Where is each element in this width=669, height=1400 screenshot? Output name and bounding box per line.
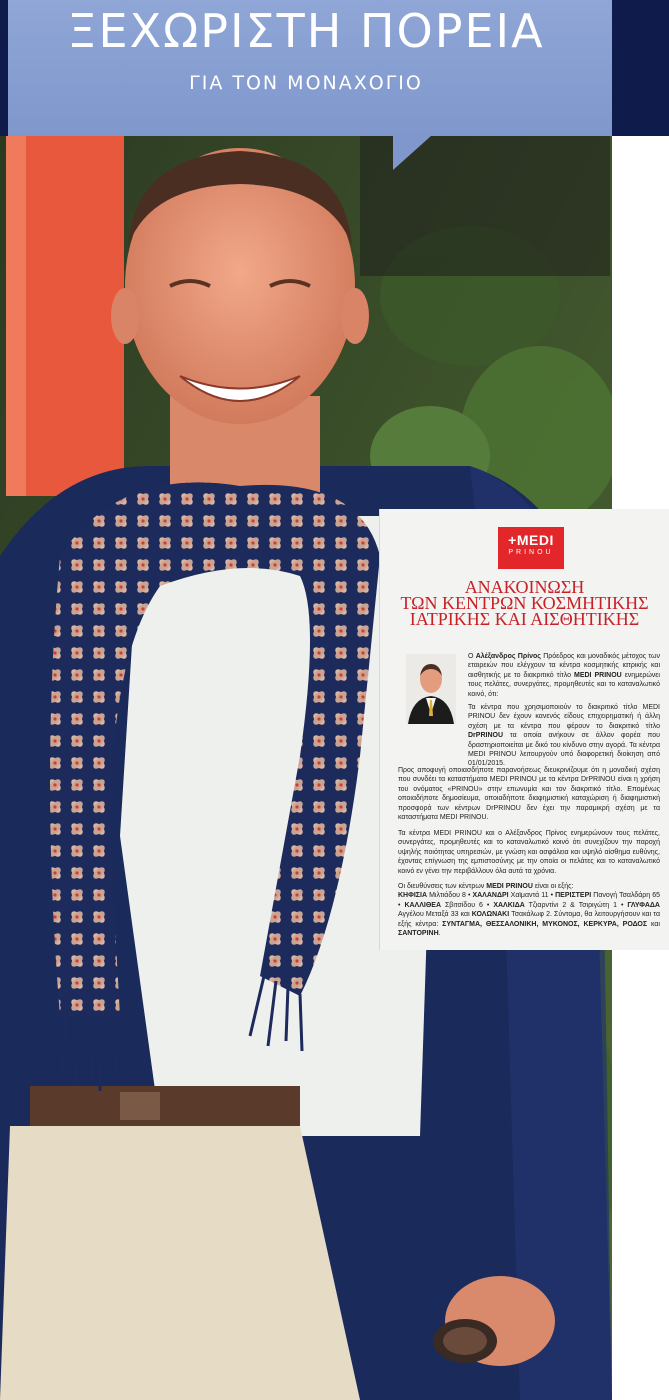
- paragraph-commitment: Τα κέντρα MEDI PRINOU και ο Αλέξανδρος Πρίνος ενημερώνουν τους πελάτες, συνεργάτες, προμηθευτές και το καταναλωτικό κοινό ότι συνεχίζουν την παροχή υψηλής ποιότητας υπηρεσιών, με γνώση και ασφάλεια και υψηλό αίσθημα ευθύνης, έχοντας επίγνωση της εμπιστοσύνης με την οποία οι πελάτες και το καταναλωτικό κοινό εν γένει την περιβάλλουν όλα αυτά τα χρόνια.: [398, 830, 660, 875]
- paragraph-clarification: Προς αποφυγή οποιασδήποτε παρανοήσεως διευκρινίζουμε ότι η μοναδική σχέση που συνδέει τα καταστήματα MEDI PRINOU με τα κέντρα DrPRINOU είναι η χρήση του ονόματος «PRINOU» στην επωνυμία και τον διακριτικό τίτλο. Επομένως οποιαδήποτε δημοσίευμα, οποιαδήποτε διαφημιστική καταχώριση ή διαφημιστική προσφορά των κέντρων DrPRINOU δεν έχει την παραμικρή σχέση με τα καταστήματα MEDI PRINOU.: [398, 767, 660, 822]
- announcement-title: [380, 579, 669, 627]
- title-line: ΙΑΤΡΙΚΗΣ ΚΑΙ ΑΙΣΘΗΤΙΚΗΣ: [409, 609, 640, 629]
- paragraph-intro: Ο Αλέξανδρος Πρίνος Πρόεδρος και μοναδικός μέτοχος των εταιρειών που ελέγχουν τα κέντρα κοσμητικής ιατρικής και αισθητικής με το διακριτικό τίτλο MEDI PRINOU ενημερώνει τους πελάτες, συνεργάτες, προμηθευτές και το καταναλωτικό κοινό, ότι:: [468, 653, 661, 698]
- logo-bottom: PRINOU: [508, 549, 554, 556]
- announcement-box: [380, 509, 669, 950]
- title-line: ΑΝΑΚΟΙΝΩΣΗ: [464, 577, 585, 597]
- banner-pointer: [393, 136, 431, 170]
- navy-corner-strip: [612, 0, 669, 136]
- paragraph-distinction: Τα κέντρα που χρησιμοποιούν το διακριτικό τίτλο MEDI PRINOU δεν έχουν κανενός είδους επιχειρηματική ή άλλη σχέση με τα κέντρα που φέρουν το διακριτικό τίτλο DrPRINOU τα οποία ανήκουν σε άλλον φορέα που δραστηριοποιείται με δικό του κίνδυνο στην αγορά. Τα κέντρα MEDI PRINOU λειτουργούν υπό διαφορετική διοίκηση από 01/01/2015.: [468, 704, 660, 768]
- logo-top: +MEDI: [508, 532, 554, 548]
- page-subtitle: ΓΙΑ ΤΟΝ ΜΟΝΑΧΟΓΙΟ: [189, 72, 423, 94]
- page-title: ΞΕΧΩΡΙΣΤΗ ΠΟΡΕΙΑ: [67, 4, 545, 58]
- avatar: [406, 654, 456, 724]
- paragraph-addresses: Οι διευθύνσεις των κέντρων MEDI PRINOU είναι οι εξής: ΚΗΦΙΣΙΑ Μιλτιάδου 8 • ΧΑΛΑΝΔΡΙ Χαϊμαντά 11 • ΠΕΡΙΣΤΕΡΙ Πανογή Τσαλδάρη 65 • ΚΑΛΛΙΘΕΑ Σβιτσίδου 6 • ΧΑΛΚΙΔΑ Τζιαρντίνι 2 & Τσιριγώτη 1 • ΓΛΥΦΑΔΑ Αγγέλου Μεταξά 33 και ΚΟΛΩΝΑΚΙ Τσακάλωφ 2. Σύντομα, θα λειτουργήσουν και τα εξής κέντρα: ΣΥΝΤΑΓΜΑ, ΘΕΣΣΑΛΟΝΙΚΗ, ΜΥΚΟΝΟΣ, ΚΕΡΚΥΡΑ, ΡΟΔΟΣ και ΣΑΝΤΟΡΙΝΗ.: [398, 883, 661, 938]
- title-line: ΤΩΝ ΚΕΝΤΡΩΝ ΚΟΣΜΗΤΙΚΗΣ: [400, 593, 649, 613]
- title-banner: [0, 0, 612, 136]
- medi-prinou-logo: [498, 527, 564, 569]
